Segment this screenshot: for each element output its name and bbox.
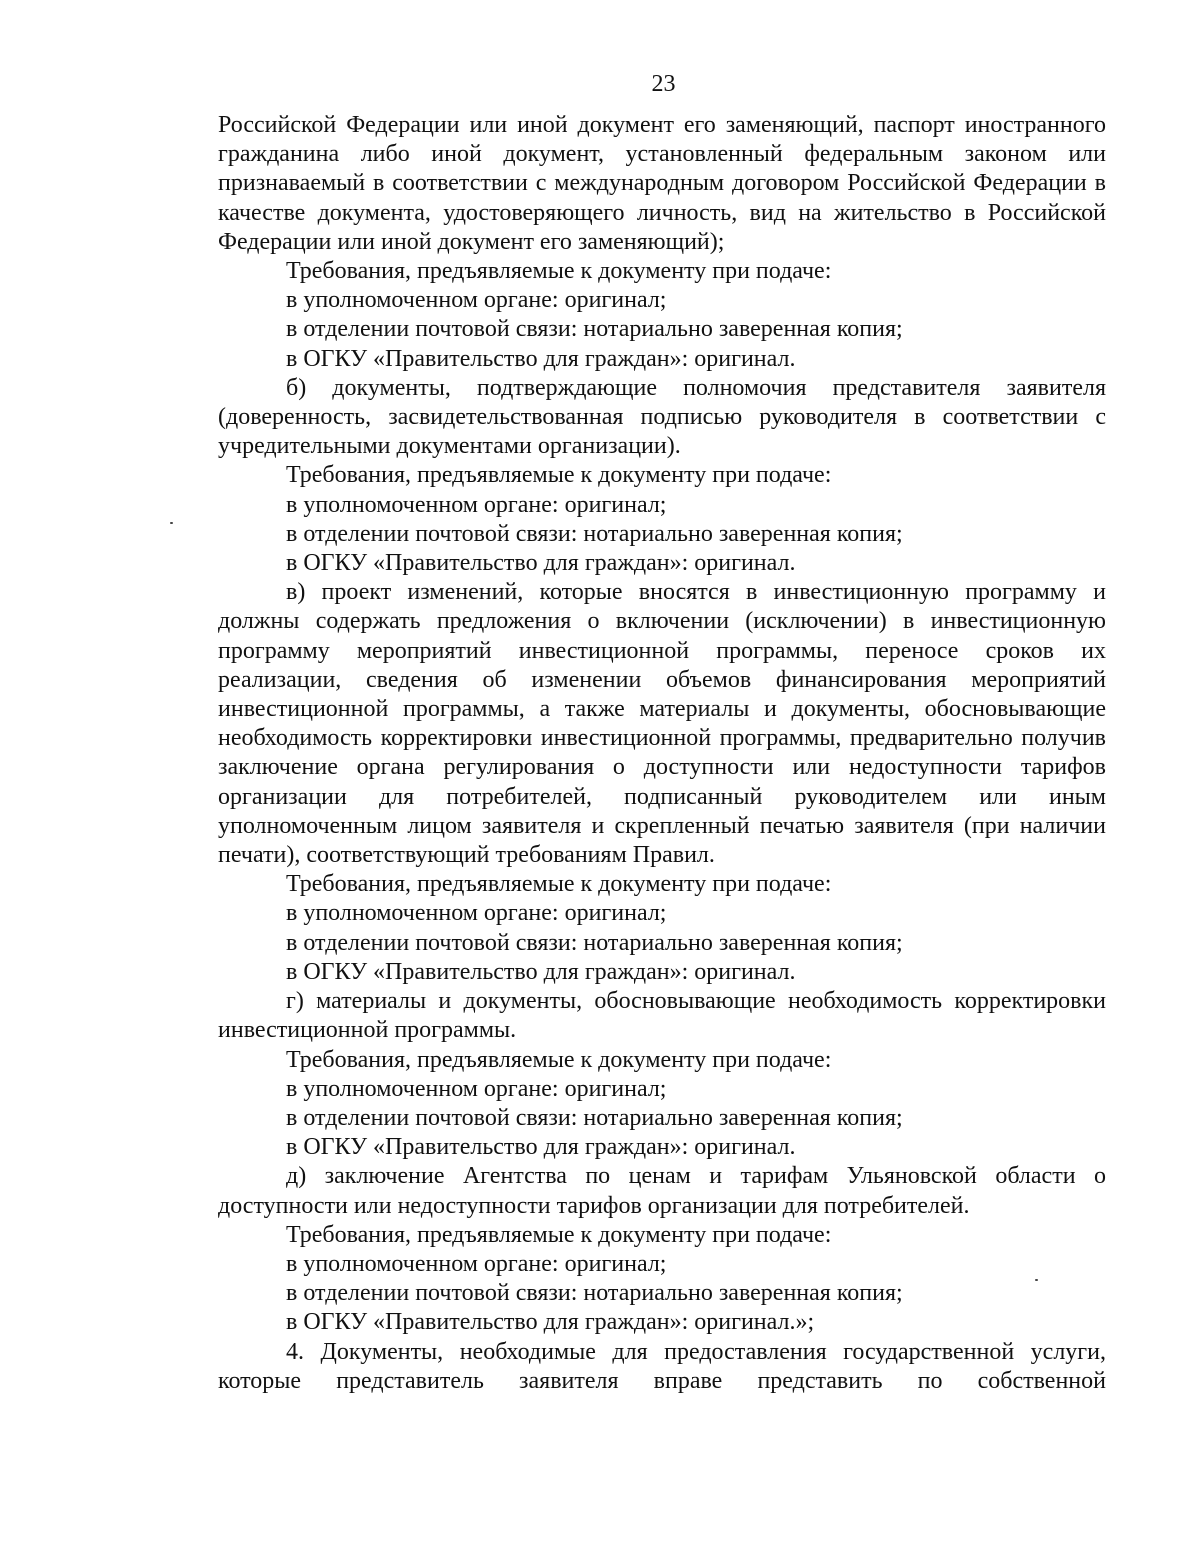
requirement-authorized-body: в уполномоченном органе: оригинал; — [286, 287, 667, 314]
requirements-heading: Требования, предъявляемые к документу при подаче: — [286, 258, 832, 285]
requirements-heading: Требования, предъявляемые к документу при подаче: — [286, 462, 832, 489]
requirement-ogku: в ОГКУ «Правительство для граждан»: оригинал. — [286, 1134, 796, 1161]
document-body — [218, 111, 1106, 1396]
scan-speck — [1035, 1279, 1038, 1281]
requirements-heading: Требования, предъявляемые к документу при подаче: — [286, 1046, 832, 1073]
requirement-authorized-body: в уполномоченном органе: оригинал; — [286, 491, 667, 518]
requirement-post-office: в отделении почтовой связи: нотариально заверенная копия; — [286, 929, 903, 956]
requirement-authorized-body: в уполномоченном органе: оригинал; — [286, 900, 667, 927]
paragraph-item-g: г) материалы и документы, обосновывающие необходимость корректировки инвестиционной программы. — [218, 988, 1106, 1044]
requirement-post-office: в отделении почтовой связи: нотариально заверенная копия; — [286, 1280, 903, 1307]
paragraph-identity-documents: Российской Федерации или иной документ его заменяющий, паспорт иностранного гражданина либо иной документ, установленный федеральным законом или признаваемый в соответствии с международным договором Российской Федерации в качестве документа, удостоверяющего личность, вид на жительство в Российской Федерации или иной документ его заменяющий); — [218, 112, 1106, 255]
scan-speck — [170, 522, 173, 524]
page-number: 23 — [651, 71, 676, 97]
requirement-ogku: в ОГКУ «Правительство для граждан»: оригинал. — [286, 958, 796, 985]
paragraph-item-b: б) документы, подтверждающие полномочия представителя заявителя (доверенность, засвидетельствованная подписью руководителя в соответствии с учредительными документами организации). — [218, 374, 1106, 460]
requirement-ogku: в ОГКУ «Правительство для граждан»: оригинал.»; — [286, 1309, 815, 1336]
requirement-post-office: в отделении почтовой связи: нотариально заверенная копия; — [286, 316, 903, 343]
requirement-authorized-body: в уполномоченном органе: оригинал; — [286, 1075, 667, 1102]
requirements-heading: Требования, предъявляемые к документу при подаче: — [286, 871, 832, 898]
requirement-post-office: в отделении почтовой связи: нотариально заверенная копия; — [286, 1104, 903, 1131]
paragraph-item-v: в) проект изменений, которые вносятся в инвестиционную программу и должны содержать предложения о включении (исключении) в инвестиционную программу мероприятий инвестиционной программы, переносе сроков их реализации, сведения об изменении объемов финансирования мероприятий инвестиционной программы, а также материалы и документы, обосновывающие необходимость корректировки инвестиционной программы, предварительно получив заключение органа регулирования о доступности или недоступности тарифов организации для потребителей, подписанный руководителем или иным уполномоченным лицом заявителя и скрепленный печатью заявителя (при наличии печати), соответствующий требованиям Правил. — [218, 579, 1106, 869]
requirement-authorized-body: в уполномоченном органе: оригинал; — [286, 1250, 667, 1277]
requirements-heading: Требования, предъявляемые к документу при подаче: — [286, 1221, 832, 1248]
requirement-post-office: в отделении почтовой связи: нотариально заверенная копия; — [286, 520, 903, 547]
paragraph-item-4: 4. Документы, необходимые для предоставления государственной услуги, которые представитель заявителя вправе представить по собственной — [218, 1338, 1106, 1394]
requirement-ogku: в ОГКУ «Правительство для граждан»: оригинал. — [286, 345, 796, 372]
requirement-ogku: в ОГКУ «Правительство для граждан»: оригинал. — [286, 550, 796, 577]
paragraph-item-d: д) заключение Агентства по ценам и тарифам Ульяновской области о доступности или недоступности тарифов организации для потребителей. — [218, 1163, 1106, 1219]
